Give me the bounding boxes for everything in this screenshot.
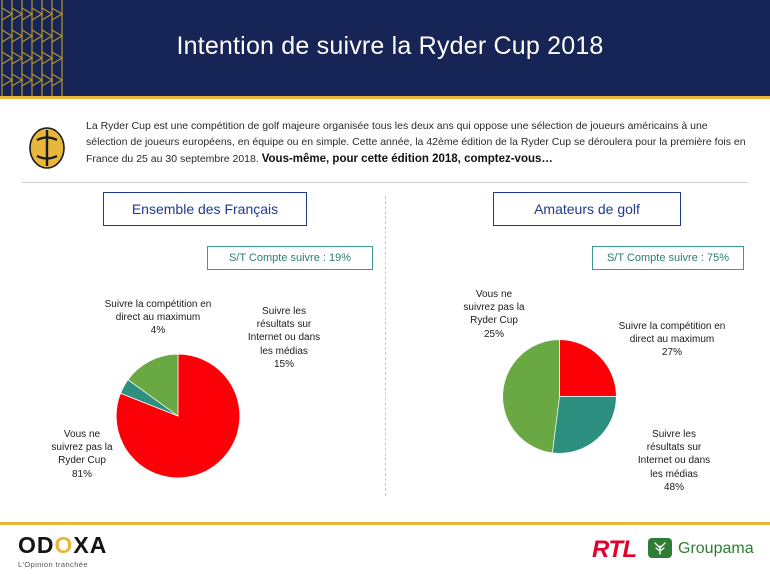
header-divider bbox=[0, 96, 770, 99]
pie-right-label-direct: Suivre la compétition en direct au maximum 27% bbox=[618, 321, 726, 359]
panel-divider bbox=[385, 196, 386, 496]
page-title: Intention de suivre la Ryder Cup 2018 bbox=[176, 32, 604, 60]
odoxa-tagline: L'Opinion tranchée bbox=[18, 560, 88, 569]
pie-left-label-nonsuivi: Vous ne suivrez pas la Ryder Cup 81% bbox=[51, 429, 113, 480]
groupama-mark-icon bbox=[648, 536, 672, 560]
odoxa-badge-icon bbox=[22, 122, 72, 174]
pie-slice bbox=[552, 397, 616, 454]
intro-divider bbox=[22, 182, 748, 183]
intro-paragraph: La Ryder Cup est une compétition de golf majeure organisée tous les deux ans qui oppose une sélection de joueurs américains à une sélection de joueurs européens, en équipe ou en simple. Cette année, la 42ème édition de la Ryder Cup se déroulera pour la première fois en France du 25 au 30 septembre 2018. bbox=[86, 120, 746, 165]
odoxa-logo bbox=[18, 532, 178, 569]
intro-question: Vous-même, pour cette édition 2018, comptez-vous… bbox=[261, 152, 553, 165]
subtotal-badge-left: S/T Compte suivre : 19% bbox=[207, 246, 373, 270]
groupama-wordmark: Groupama bbox=[678, 540, 754, 557]
pie-right-label-nonsuivi: Vous ne suivrez pas la Ryder Cup 25% bbox=[463, 289, 525, 340]
footer-divider bbox=[0, 522, 770, 525]
header-bar bbox=[0, 0, 770, 96]
pie-left-label-direct: Suivre la compétition en direct au maximum 4% bbox=[104, 299, 212, 337]
panel-title-right: Amateurs de golf bbox=[493, 192, 681, 226]
rtl-logo: RTL bbox=[592, 536, 637, 563]
pie-chart-ensemble-francais bbox=[110, 348, 246, 484]
header-pattern-icon bbox=[0, 0, 72, 96]
intro-text bbox=[86, 118, 748, 168]
odoxa-wordmark: ODOXA bbox=[18, 532, 108, 558]
subtotal-badge-right: S/T Compte suivre : 75% bbox=[592, 246, 744, 270]
pie-slice bbox=[503, 340, 560, 453]
panel-title-left: Ensemble des Français bbox=[103, 192, 307, 226]
pie-right-label-medias: Suivre les résultats sur Internet ou dans les médias 48% bbox=[637, 429, 711, 493]
pie-left-label-medias: Suivre les résultats sur Internet ou dans les médias 15% bbox=[247, 306, 321, 370]
